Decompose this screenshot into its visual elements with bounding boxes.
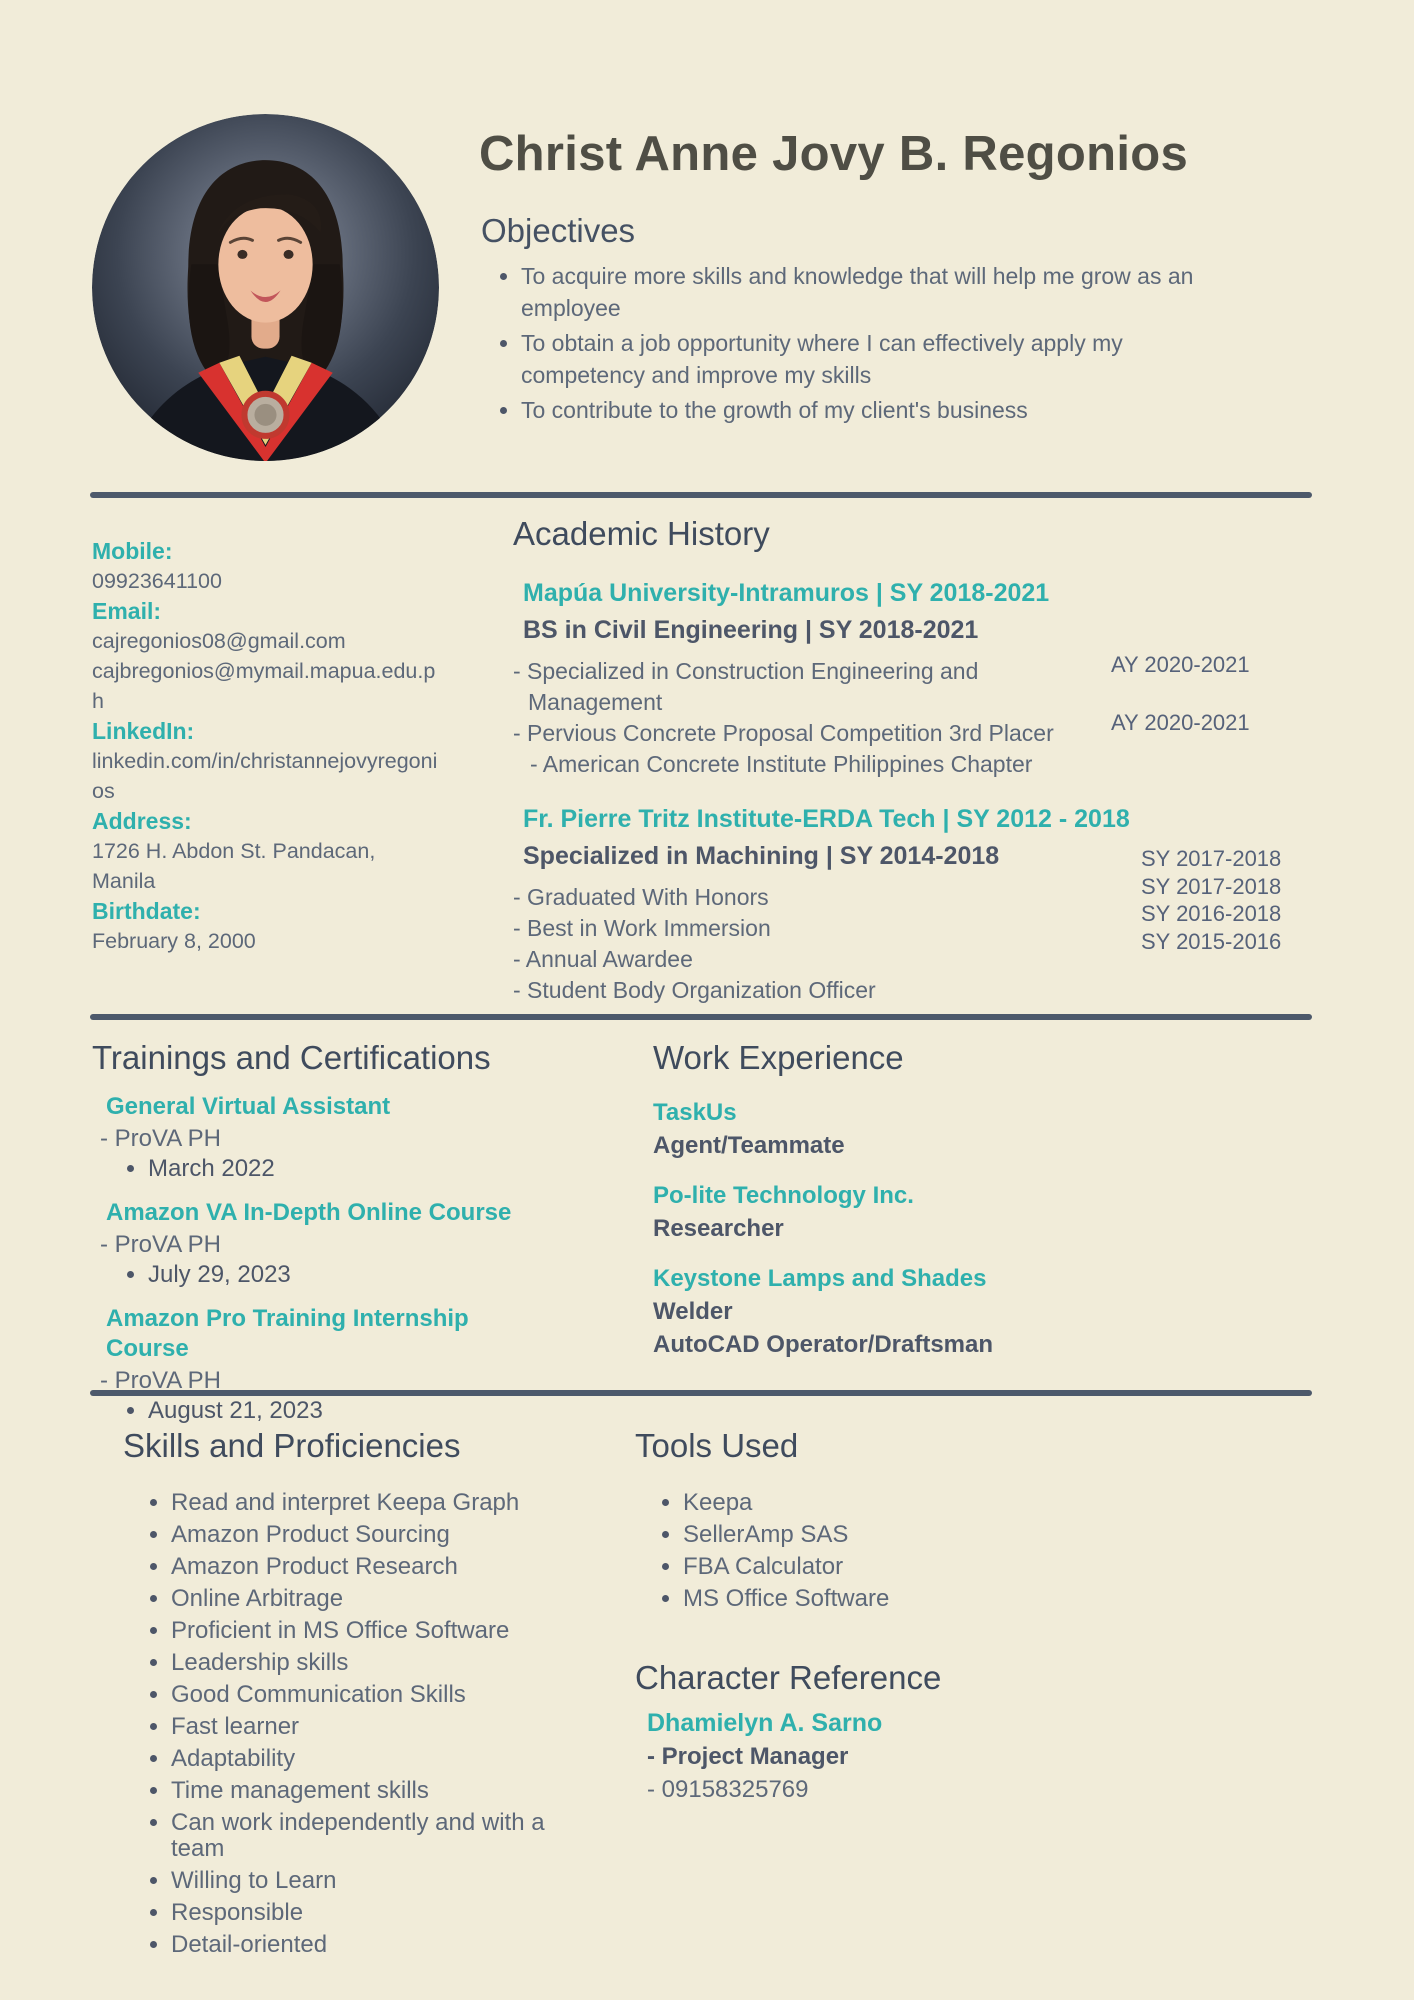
school-detail: - Best in Work Immersion [513,915,771,941]
objective-item: • To obtain a job opportunity where I can effectively apply my competency and improve my skills [521,327,1221,391]
birthdate-label: Birthdate: [92,898,201,924]
email-label: Email: [92,598,162,624]
skill-item: • Responsible [171,1900,571,1926]
job-role: Researcher [653,1215,784,1242]
training-date-list [106,1396,532,1426]
objectives-list [479,260,1221,426]
academic-history-heading: Academic History [513,515,770,552]
school-detail: - American Concrete Institute Philippines Chapter [530,751,1033,777]
tool-item: • MS Office Software [683,1586,1083,1612]
school-detail: - Student Body Organization Officer [513,977,876,1003]
skill-item: • Can work independently and with a team [171,1810,571,1862]
training-org: - ProVA PH [100,1367,221,1394]
skills-heading: Skills and Proficiencies [123,1427,461,1464]
tool-item: • Keepa [683,1490,1083,1516]
section-divider [90,1014,1312,1020]
character-reference-heading: Character Reference [635,1659,942,1696]
job-entry [653,1098,1213,1161]
school-detail: - Graduated With Honors [513,884,769,910]
school-detail: - Pervious Concrete Proposal Competition 3rd Placer [513,720,1054,746]
training-org: - ProVA PH [100,1231,221,1258]
job-role: Agent/Teammate [653,1132,845,1159]
page-title: Christ Anne Jovy B. Regonios [479,127,1189,181]
linkedin-value: linkedin.com/in/christannejovyregonios [92,749,438,803]
tool-item: • FBA Calculator [683,1554,1083,1580]
reference-phone: - 09158325769 [647,1776,809,1803]
job-entry [653,1181,1213,1244]
training-name: Amazon Pro Training Internship Course [106,1305,469,1362]
school-year: AY 2020-2021 [1111,710,1250,735]
training-entry [100,1198,532,1290]
skill-item: • Leadership skills [171,1650,571,1676]
school-name: Fr. Pierre Tritz Institute-ERDA Tech | SY 2012 - 2018 [523,805,1130,833]
character-reference-section [635,1658,1175,1805]
skill-item: • Fast learner [171,1714,571,1740]
job-company: Po-lite Technology Inc. [653,1182,914,1209]
reference-name: Dhamielyn A. Sarno [647,1709,883,1737]
work-experience-heading: Work Experience [653,1039,904,1076]
skills-list [123,1490,593,1958]
school-years-column [1141,846,1281,956]
school-entry [513,578,1343,780]
skills-section [123,1426,593,1964]
school-degree: BS in Civil Engineering | SY 2018-2021 [523,616,979,644]
tools-used-section [635,1426,1175,1805]
training-entry [100,1304,532,1426]
work-experience-section [653,1038,1213,1360]
skill-item: • Willing to Learn [171,1868,571,1894]
school-year: SY 2016-2018 [1141,901,1282,926]
job-role: Welder [653,1298,733,1325]
skill-item: • Proficient in MS Office Software [171,1618,571,1644]
training-name: Amazon VA In-Depth Online Course [106,1199,512,1226]
email-value-1: cajregonios08@gmail.com [92,629,346,653]
mobile-value: 09923641100 [92,569,222,593]
job-role: AutoCAD Operator/Draftsman [653,1331,994,1358]
graduation-portrait-illustration [92,114,439,461]
job-company: Keystone Lamps and Shades [653,1265,987,1292]
training-date-list [106,1154,532,1184]
trainings-section [92,1038,532,1426]
skill-item: • Adaptability [171,1746,571,1772]
school-year: AY 2020-2021 [1111,652,1250,677]
school-degree: Specialized in Machining | SY 2014-2018 [523,842,1000,870]
skill-item: • Read and interpret Keepa Graph [171,1490,571,1516]
training-entry [100,1092,532,1184]
trainings-heading: Trainings and Certifications [92,1039,491,1076]
contact-info [92,536,440,956]
address-label: Address: [92,808,192,834]
birthdate-value: February 8, 2000 [92,929,256,953]
skill-item: • Good Communication Skills [171,1682,571,1708]
skill-item: • Online Arbitrage [171,1586,571,1612]
skill-item: • Time management skills [171,1778,571,1804]
tools-list [635,1490,1175,1612]
job-entry [653,1264,1213,1360]
objectives-heading: Objectives [481,212,636,249]
objective-item: • To contribute to the growth of my client's business [521,394,1221,426]
school-year: SY 2017-2018 [1141,873,1282,899]
school-detail: - Annual Awardee [513,946,693,972]
email-value-2: cajbregonios@mymail.mapua.edu.ph [92,659,436,713]
training-org: - ProVA PH [100,1125,221,1152]
school-years-column [1111,652,1250,768]
training-name: General Virtual Assistant [106,1093,391,1120]
skill-item: • Detail-oriented [171,1932,571,1958]
header-block [479,126,1369,429]
mobile-label: Mobile: [92,538,173,564]
profile-photo [92,114,439,461]
training-date: • August 21, 2023 [148,1396,532,1426]
objective-item: • To acquire more skills and knowledge that will help me grow as an employee [521,260,1221,324]
tools-used-heading: Tools Used [635,1427,799,1464]
tool-item: • SellerAmp SAS [683,1522,1083,1548]
school-entry [513,804,1343,1006]
address-value: 1726 H. Abdon St. Pandacan, Manila [92,839,376,893]
school-year: SY 2015-2016 [1141,928,1282,954]
section-divider [90,492,1312,498]
linkedin-label: LinkedIn: [92,718,195,744]
school-detail: - Specialized in Construction Engineering and Management [513,658,979,715]
training-date: • July 29, 2023 [148,1260,532,1290]
job-company: TaskUs [653,1099,737,1126]
school-name: Mapúa University-Intramuros | SY 2018-2021 [523,579,1050,607]
skill-item: • Amazon Product Sourcing [171,1522,571,1548]
reference-role: - Project Manager [647,1743,849,1770]
academic-history-section [513,514,1343,1006]
training-date-list [106,1260,532,1290]
skill-item: • Amazon Product Research [171,1554,571,1580]
school-year: SY 2017-2018 [1141,846,1282,871]
training-date: • March 2022 [148,1154,532,1184]
